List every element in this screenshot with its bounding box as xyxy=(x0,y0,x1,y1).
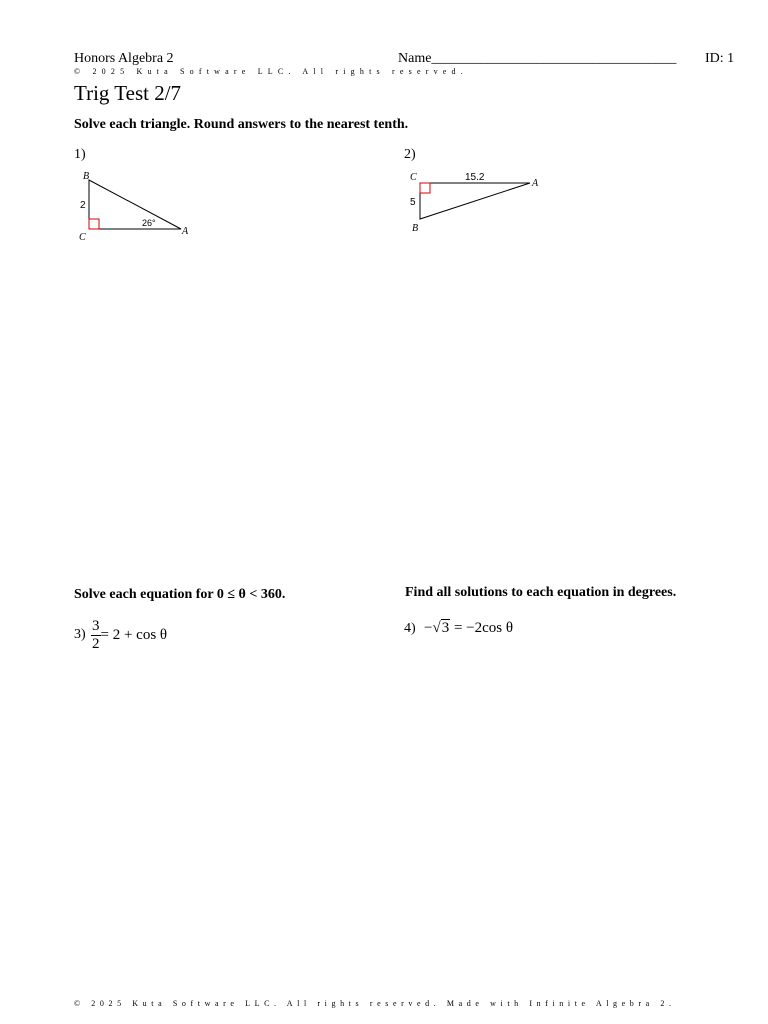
triangle-2-vertex-b: B xyxy=(412,223,419,234)
header-copyright: © 2025 Kuta Software LLC. All rights reserved. xyxy=(74,67,468,76)
triangle-1-vertex-a: A xyxy=(182,226,189,237)
problem-3-rhs: = 2 + cos θ xyxy=(100,627,168,643)
problem-2-number: 2) xyxy=(404,147,416,162)
problem-3-numerator: 3 xyxy=(92,618,100,634)
triangle-1-outline xyxy=(89,180,181,229)
problem-4-equation xyxy=(424,620,513,637)
triangle-2-vertex-a: A xyxy=(532,178,539,189)
worksheet-id: ID: 1 xyxy=(705,51,735,66)
triangle-2-top-side-label: 15.2 xyxy=(465,172,485,183)
equation-instructions: Solve each equation for 0 ≤ θ < 360. xyxy=(74,587,286,602)
problem-4-radical xyxy=(432,620,450,637)
radical-sign-icon: √ xyxy=(432,620,441,636)
problem-4-rhs: = −2cos θ xyxy=(450,620,514,636)
triangle-1-vertex-c: C xyxy=(79,232,86,243)
problem-1-number: 1) xyxy=(74,147,86,162)
problem-4-minus: − xyxy=(424,620,433,636)
name-field-label: Name___________________________________ xyxy=(398,51,677,66)
triangle-2-left-side-label: 5 xyxy=(410,197,416,208)
triangle-1-side-label: 2 xyxy=(80,200,86,211)
problem-3-equation xyxy=(91,619,167,652)
triangle-2-vertex-c: C xyxy=(410,172,417,183)
course-name: Honors Algebra 2 xyxy=(74,51,174,66)
problem-3-fraction xyxy=(91,619,101,652)
triangle-1-vertex-b: B xyxy=(83,171,90,182)
triangle-2-diagram xyxy=(404,168,554,236)
triangle-2-right-angle-marker xyxy=(420,183,430,193)
problem-3-denominator: 2 xyxy=(92,636,100,652)
problem-4-radicand: 3 xyxy=(441,620,450,636)
footer-copyright: © 2025 Kuta Software LLC. All rights reserved. Made with Infinite Algebra 2. xyxy=(74,999,676,1008)
worksheet-title: Trig Test 2/7 xyxy=(74,81,182,105)
triangle-2-outline xyxy=(420,183,530,219)
triangle-1-right-angle-marker xyxy=(89,219,99,229)
problem-4-number: 4) xyxy=(404,621,416,636)
triangle-1-diagram xyxy=(74,168,204,244)
triangle-instructions: Solve each triangle. Round answers to the nearest tenth. xyxy=(74,117,409,132)
triangle-1-angle-label: 26° xyxy=(142,218,156,228)
solutions-instructions: Find all solutions to each equation in degrees. xyxy=(405,585,677,600)
problem-3-number: 3) xyxy=(74,627,86,642)
